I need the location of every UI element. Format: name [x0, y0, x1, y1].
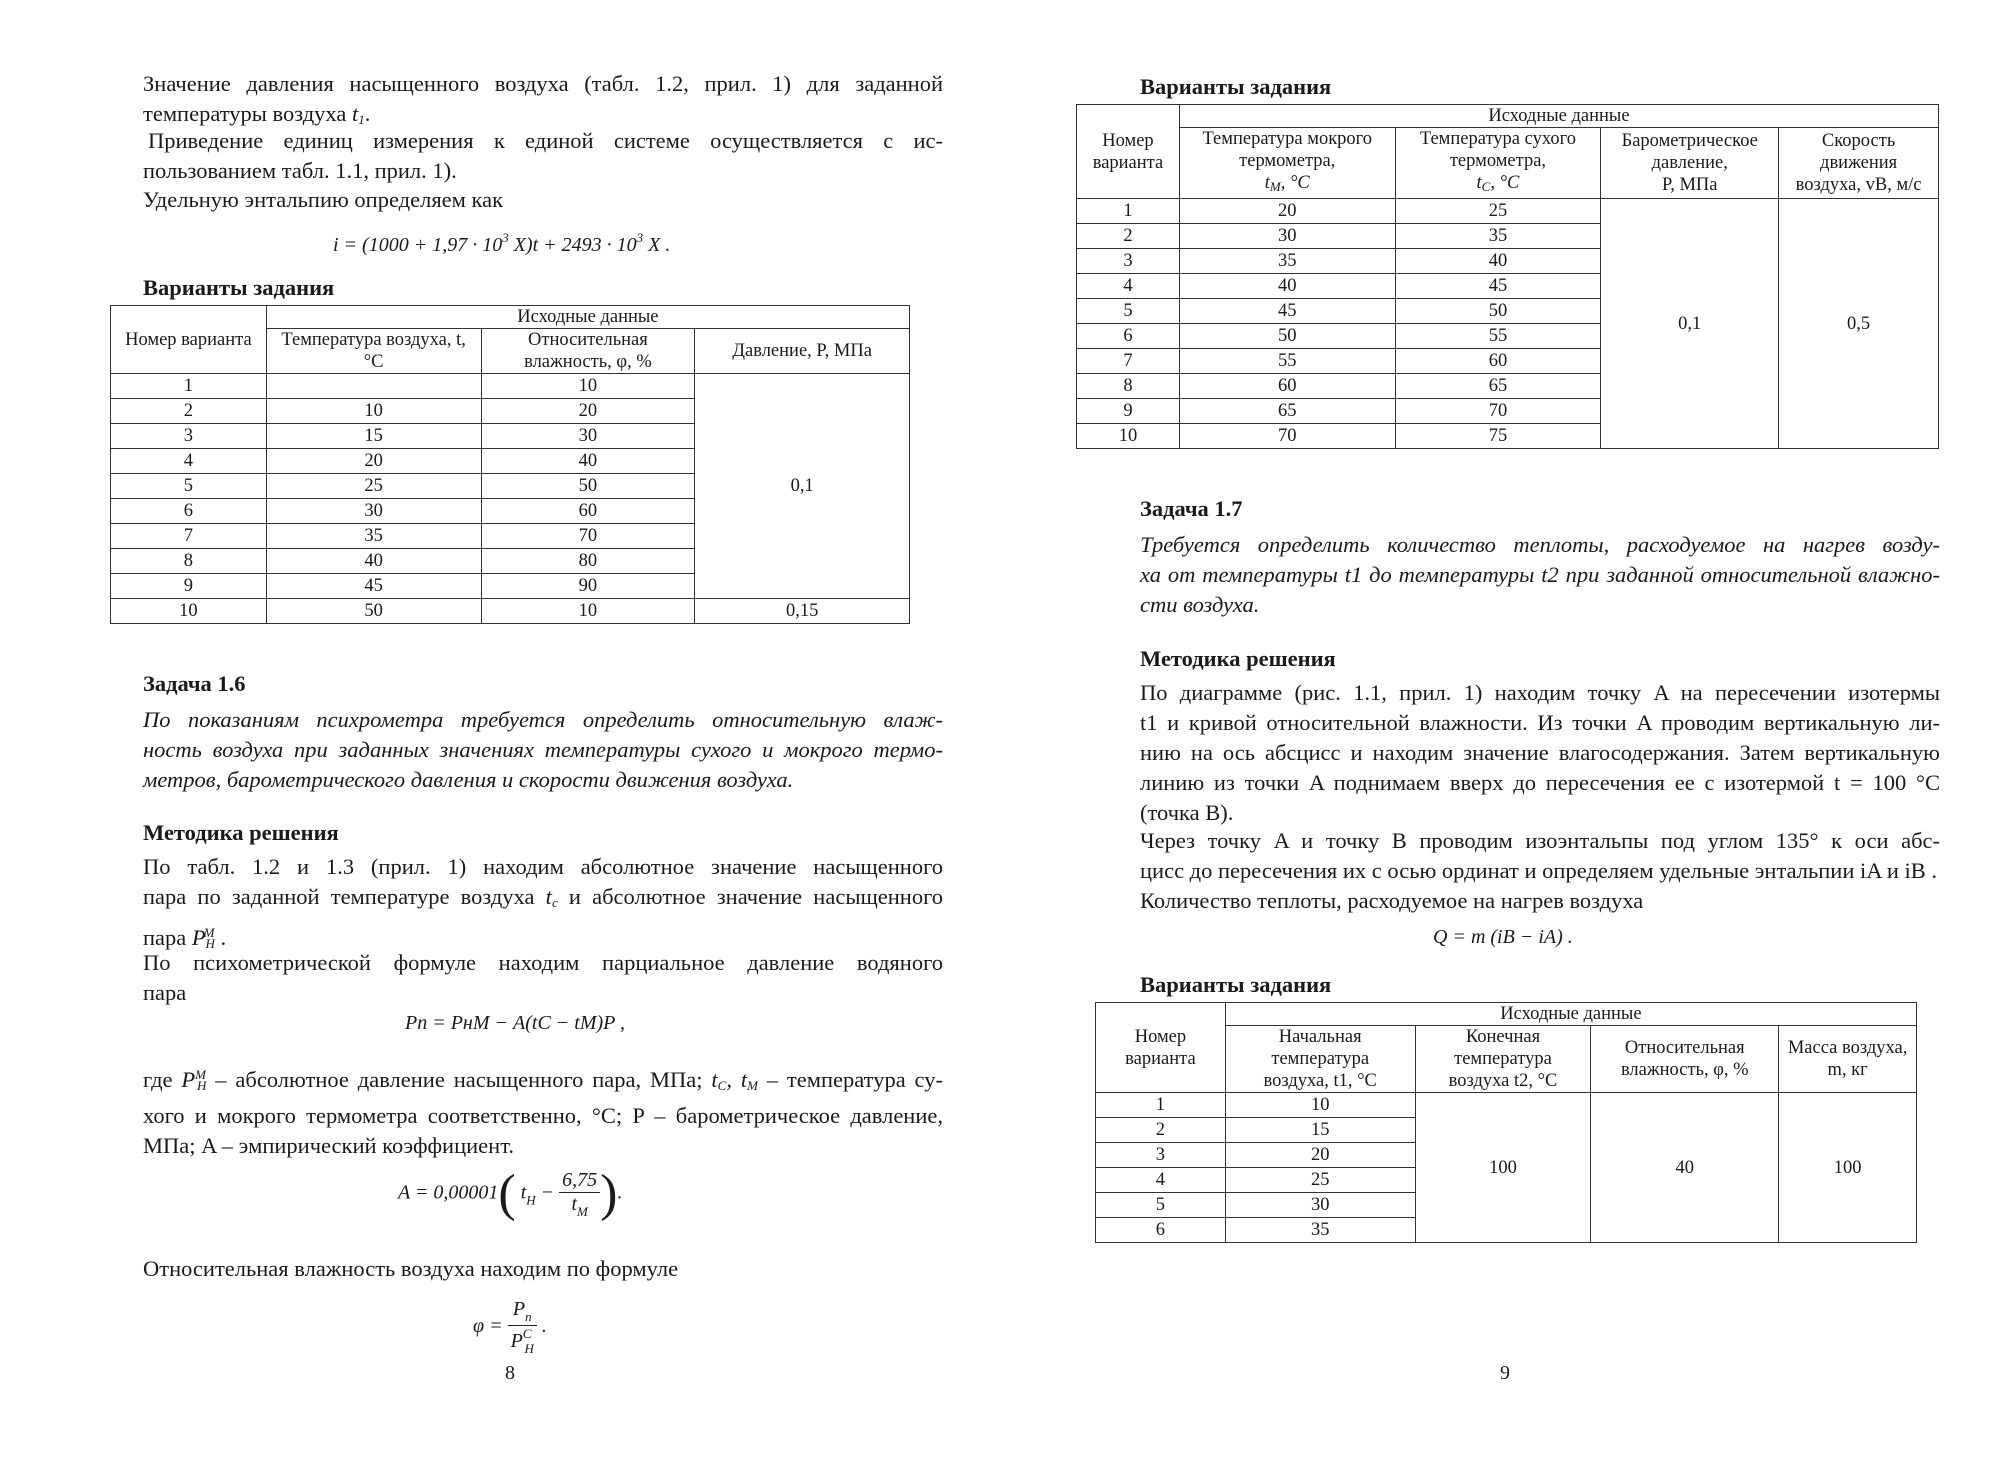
variants-table-2 [1076, 104, 1939, 449]
cell-variant: 9 [1077, 399, 1180, 424]
text-line: По психометрической формуле находим парциальное давление водяного [143, 950, 943, 975]
header-variant: Номер варианта [1096, 1003, 1226, 1093]
partial-pressure-formula: Pп = PнМ − A(tC − tМ)P , [405, 1012, 626, 1034]
cell-variant: 4 [1096, 1168, 1226, 1193]
method-paragraph-2 [1140, 826, 1940, 886]
header-start-temp [1225, 1026, 1415, 1093]
cell-humidity: 60 [481, 499, 695, 524]
text-fragment: температуры воздуха [143, 101, 347, 126]
cell-temperature: 40 [266, 549, 481, 574]
cell-dry-temp: 40 [1395, 249, 1601, 274]
table-body [1096, 1093, 1917, 1243]
cell-wet-temp: 40 [1179, 274, 1395, 299]
subscript: 1 [358, 112, 365, 127]
enthalpy-paragraph [143, 185, 943, 215]
units-paragraph [143, 126, 943, 186]
cell-humidity: 40 [1591, 1093, 1779, 1243]
cell-humidity: 80 [481, 549, 695, 574]
cell-variant: 2 [1096, 1118, 1226, 1143]
cell-start-temp: 15 [1225, 1118, 1415, 1143]
cell-variant: 8 [111, 549, 267, 574]
cell-start-temp: 20 [1225, 1143, 1415, 1168]
header-dry-temp: Температура сухого термометра, $t_C$, °C [1395, 128, 1601, 199]
header-source-data: Исходные данные [1225, 1003, 1916, 1026]
method-paragraph-1 [143, 852, 943, 959]
cell-dry-temp: 50 [1395, 299, 1601, 324]
text-line: t1 и кривой относительной влажности. Из точки A проводим вертикальную ли- [1140, 710, 1940, 735]
header-unit: воздуха t2, °C [1448, 1071, 1558, 1091]
text-fragment: где [143, 1067, 173, 1092]
text-line: Приведение единиц измерения к единой системе осуществляется с ис- [148, 128, 943, 153]
text-line: По показаниям психрометра требуется определить относительную влаж- [143, 707, 943, 732]
text-line: пользованием табл. 1.1, прил. 1). [143, 158, 457, 183]
cell-pressure: 0,1 [695, 374, 910, 599]
coefficient-formula: A = 0,00001( $t_H$ − $\frac{6,75}{t_M}$ ). [398, 1165, 623, 1222]
header-end-temp [1415, 1026, 1591, 1093]
header-wet-temp: Температура мокрого термометра, $t_M$, °C [1179, 128, 1395, 199]
cell-variant: 3 [1077, 249, 1180, 274]
text-fragment: – абсолютное давление насыщенного пара, МПа; [215, 1067, 703, 1092]
cell-temperature: 25 [266, 474, 481, 499]
right-page [1000, 0, 2000, 1459]
header-unit: m, кг [1827, 1060, 1868, 1080]
header-speed [1779, 128, 1939, 199]
cell-humidity: 10 [481, 599, 695, 624]
cell-temperature: 35 [266, 524, 481, 549]
cell-variant: 4 [111, 449, 267, 474]
text-line: метров, барометрического давления и скорости движения воздуха. [143, 767, 794, 792]
cell-variant: 7 [1077, 349, 1180, 374]
cell-dry-temp: 75 [1395, 424, 1601, 449]
cell-wet-temp: 50 [1179, 324, 1395, 349]
cell-dry-temp: 25 [1395, 199, 1601, 224]
header-humidity: Относительная влажность, φ, % [1591, 1026, 1779, 1093]
cell-temperature: 45 [266, 574, 481, 599]
header-text: Температура сухого термометра, [1419, 129, 1577, 171]
header-barometric [1601, 128, 1779, 199]
cell-barometric: 0,1 [1601, 199, 1779, 449]
cell-temperature: 30 [266, 499, 481, 524]
cell-humidity: 10 [481, 374, 695, 399]
header-unit: P, МПа [1661, 175, 1718, 195]
header-source-data: Исходные данные [1179, 105, 1938, 128]
variants-heading: Варианты задания [1140, 74, 1332, 99]
cell-mass: 100 [1779, 1093, 1917, 1243]
text-line: Через точку A и точку B проводим изоэнтальпы под углом 135° к оси абс- [1140, 828, 1940, 853]
header-humidity: Относительная влажность, φ, % [481, 329, 695, 374]
variants-heading: Варианты задания [143, 275, 335, 300]
cell-dry-temp: 70 [1395, 399, 1601, 424]
cell-wet-temp: 70 [1179, 424, 1395, 449]
header-mass [1779, 1026, 1917, 1093]
task-text [1140, 530, 1940, 620]
page-number: 8 [505, 1362, 515, 1384]
text-fragment: пара по заданной температуре воздуха [143, 884, 535, 909]
header-variant: Номер варианта [111, 306, 267, 374]
cell-wet-temp: 55 [1179, 349, 1395, 374]
cell-pressure: 0,15 [695, 599, 910, 624]
table-body [111, 374, 910, 624]
fraction: $\frac{6,75}{t_M}$ [559, 1169, 600, 1220]
text-line: сти воздуха. [1140, 592, 1260, 617]
text-line: цисс до пересечения их с осью ординат и определяем удельные энтальпии iA и iB . [1140, 858, 1938, 883]
cell-variant: 6 [111, 499, 267, 524]
table-body [1077, 199, 1939, 449]
cell-humidity: 70 [481, 524, 695, 549]
header-text: Температура мокрого термометра, [1202, 129, 1373, 171]
header-variant: Номер варианта [1077, 105, 1180, 199]
text-line: пара $P^М_Н$ . [143, 925, 227, 951]
formula-part: i = (1000 + 1,97 · 10 [333, 234, 503, 256]
cell-variant: 2 [111, 399, 267, 424]
text-line: (точка B). [1140, 800, 1234, 825]
cell-wet-temp: 65 [1179, 399, 1395, 424]
cell-variant: 5 [1077, 299, 1180, 324]
cell-temperature [266, 374, 481, 399]
cell-variant: 1 [1077, 199, 1180, 224]
cell-temperature: 10 [266, 399, 481, 424]
cell-dry-temp: 35 [1395, 224, 1601, 249]
cell-dry-temp: 65 [1395, 374, 1601, 399]
text-line: Количество теплоты, расходуемое на нагрев воздуха [1140, 888, 1644, 913]
variants-table-1 [110, 305, 910, 624]
cell-wet-temp: 60 [1179, 374, 1395, 399]
variants-heading-2: Варианты задания [1140, 972, 1332, 997]
text-line: Удельную энтальпию определяем как [143, 187, 504, 212]
cell-temperature: 15 [266, 424, 481, 449]
cell-variant: 8 [1077, 374, 1180, 399]
enthalpy-formula [333, 230, 670, 257]
text-fragment: пара [143, 925, 187, 950]
cell-wet-temp: 20 [1179, 199, 1395, 224]
cell-humidity: 50 [481, 474, 695, 499]
page-number: 9 [1500, 1362, 1510, 1384]
formula-part: X . [643, 234, 671, 256]
method-paragraph-1 [1140, 678, 1940, 828]
cell-variant: 2 [1077, 224, 1180, 249]
cell-variant: 10 [111, 599, 267, 624]
cell-variant: 4 [1077, 274, 1180, 299]
cell-variant: 5 [111, 474, 267, 499]
text-line: ха от температуры t1 до температуры t2 при заданной относительной влажно- [1140, 562, 1940, 587]
header-temperature: Температура воздуха, t, °C [266, 329, 481, 374]
cell-start-temp: 30 [1225, 1193, 1415, 1218]
cell-variant: 7 [111, 524, 267, 549]
header-unit: воздуха, vB, м/с [1795, 175, 1922, 195]
cell-variant: 6 [1096, 1218, 1226, 1243]
cell-variant: 6 [1077, 324, 1180, 349]
numerator: 6,75 [559, 1169, 600, 1193]
text-line: нию на ось абсцисс и находим значение влагосодержания. Затем вертикальную [1140, 740, 1940, 765]
text-fragment: – температура су- [766, 1067, 943, 1092]
text-line: Требуется определить количество теплоты, расходуемое на нагрев возду- [1140, 532, 1940, 557]
text-line: линию из точки A поднимаем вверх до пересечения ее с изотермой t = 100 °C [1140, 770, 1940, 795]
cell-variant: 10 [1077, 424, 1180, 449]
text-line: Значение давления насыщенного воздуха (табл. 1.2, прил. 1) для заданной [143, 71, 943, 96]
formula-part: A = 0,00001 [398, 1181, 499, 1204]
text-fragment: . [364, 101, 371, 126]
header-source-data: Исходные данные [266, 306, 909, 329]
cell-end-temp: 100 [1415, 1093, 1591, 1243]
cell-variant: 1 [111, 374, 267, 399]
header-unit: воздуха, t1, °C [1263, 1071, 1377, 1091]
table-row [1096, 1093, 1917, 1118]
table-row [1077, 199, 1939, 224]
method-paragraph-2 [143, 948, 943, 1008]
humidity-formula: φ = $\frac{P_п}{P^C_H}$ . [473, 1298, 547, 1356]
cell-variant: 3 [111, 424, 267, 449]
heat-formula: Q = m (iB − iA) . [1433, 926, 1573, 948]
fraction: $\frac{P_п}{P^C_H}$ [508, 1298, 537, 1357]
header-text: Барометрическое давление, [1621, 131, 1758, 173]
table-row [111, 599, 910, 624]
cell-start-temp: 25 [1225, 1168, 1415, 1193]
cell-humidity: 30 [481, 424, 695, 449]
variants-table-3 [1095, 1002, 1917, 1243]
header-text: Скорость движения [1820, 131, 1898, 173]
exponent: 3 [636, 230, 644, 245]
table-row [111, 374, 910, 399]
cell-humidity: 90 [481, 574, 695, 599]
header-pressure: Давление, P, МПа [695, 329, 910, 374]
cell-start-temp: 10 [1225, 1093, 1415, 1118]
cell-speed: 0,5 [1779, 199, 1939, 449]
cell-variant: 1 [1096, 1093, 1226, 1118]
header-text: Масса воздуха, [1787, 1038, 1908, 1058]
cell-temperature: 20 [266, 449, 481, 474]
cell-humidity: 20 [481, 399, 695, 424]
cell-dry-temp: 45 [1395, 274, 1601, 299]
cell-dry-temp: 55 [1395, 324, 1601, 349]
cell-wet-temp: 45 [1179, 299, 1395, 324]
cell-variant: 5 [1096, 1193, 1226, 1218]
formula-part: X)t + 2493 · 10 [508, 234, 637, 256]
cell-start-temp: 35 [1225, 1218, 1415, 1243]
text-fragment: и абсолютное значение насыщенного [568, 884, 944, 909]
header-text: Конечная температура [1454, 1027, 1552, 1069]
rel-humidity-paragraph [143, 1254, 943, 1284]
text-line: пара по заданной температуре воздуха $t_с$ и абсолютное значение насыщенного [143, 884, 944, 910]
text-line: По табл. 1.2 и 1.3 (прил. 1) находим абсолютное значение насыщенного [143, 854, 943, 879]
where-paragraph [143, 1060, 943, 1161]
header-text: Начальная температура [1271, 1027, 1370, 1069]
text-line: где $P^М_Н$ – абсолютное давление насыщенного пара, МПа; $t_C$, $t_M$ – температура су- [143, 1067, 943, 1093]
cell-temperature: 50 [266, 599, 481, 624]
cell-variant: 3 [1096, 1143, 1226, 1168]
cell-humidity: 40 [481, 449, 695, 474]
text-line: МПа; A – эмпирический коэффициент. [143, 1133, 514, 1158]
cell-variant: 9 [111, 574, 267, 599]
text-line: ность воздуха при заданных значениях температуры сухого и мокрого термо- [143, 737, 943, 762]
task-title: Задача 1.6 [143, 671, 246, 696]
cell-dry-temp: 60 [1395, 349, 1601, 374]
method-heading: Методика решения [143, 820, 339, 845]
text-line: пара [143, 980, 187, 1005]
task-title: Задача 1.7 [1140, 496, 1243, 521]
text-line: хого и мокрого термометра соответственно, °C; P – барометрическое давление, [143, 1103, 943, 1128]
task-text [143, 705, 943, 795]
var-t: t [351, 101, 359, 126]
text-line: Относительная влажность воздуха находим по формуле [143, 1256, 679, 1281]
method-paragraph-3 [1140, 886, 1940, 916]
cell-wet-temp: 35 [1179, 249, 1395, 274]
cell-wet-temp: 30 [1179, 224, 1395, 249]
text-line: По диаграмме (рис. 1.1, прил. 1) находим точку A на пересечении изотермы [1140, 680, 1940, 705]
method-heading: Методика решения [1140, 646, 1336, 671]
exponent: 3 [502, 230, 509, 245]
